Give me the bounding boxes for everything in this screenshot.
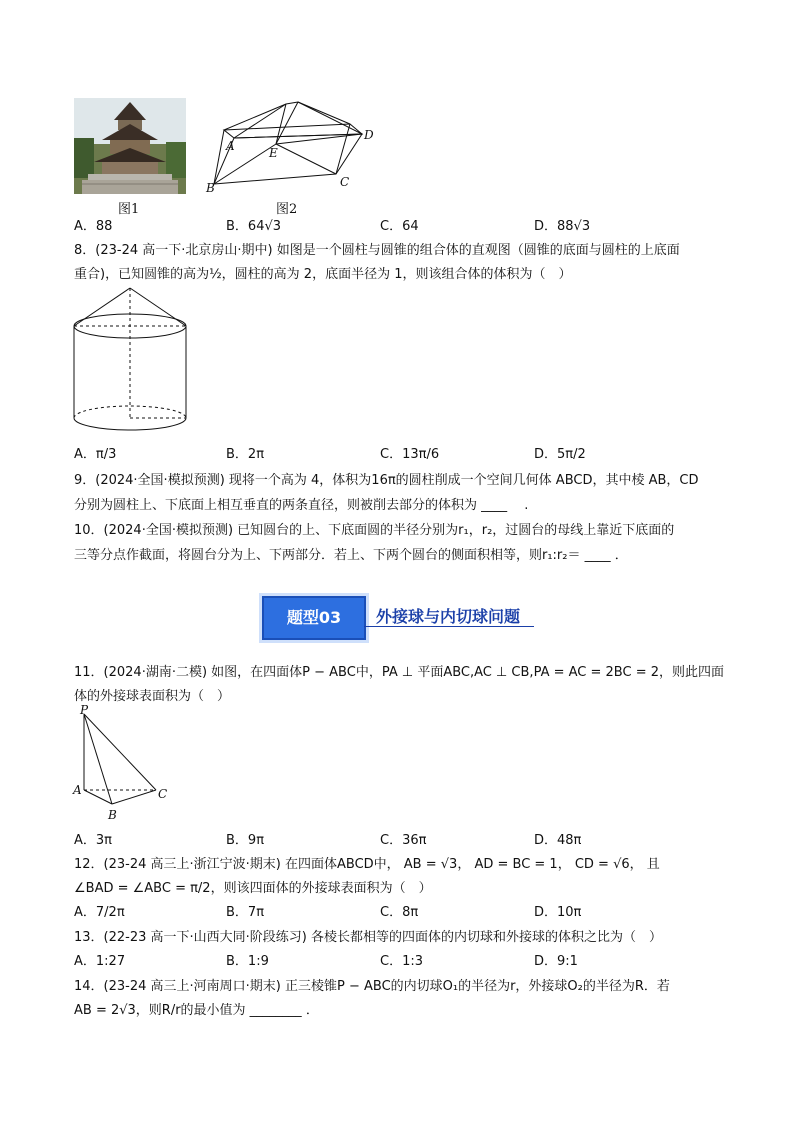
q11-option-c: C．36π [380, 833, 427, 848]
q11-label-p: P [80, 703, 89, 717]
q11-label-a: A [73, 783, 82, 797]
section-underline [364, 626, 534, 627]
section-title: 外接球与内切球问题 [376, 607, 521, 626]
q7-option-b: B．64√3 [226, 219, 282, 234]
q7-option-d: D．88√3 [534, 219, 591, 234]
q8-text-line2: 重合)，已知圆锥的高为½，圆柱的高为 2，底面半径为 1，则该组合体的体积为（ ） [74, 267, 572, 282]
q12-option-d: D．10π [534, 905, 582, 920]
figure-2-caption: 图2 [276, 202, 298, 217]
q14-text-line1: 14．(23-24 高三上·河南周口·期末) 正三棱锥P − ABC的内切球O₁的半径为r，外接球O₂的半径为R．若 [74, 979, 670, 994]
q13-option-a: A．1:27 [74, 954, 126, 969]
section-badge: 题型03 [262, 596, 366, 640]
q12-option-c: C．8π [380, 905, 419, 920]
tetrahedron-figure [72, 708, 182, 818]
q8-option-c: C．13π/6 [380, 447, 440, 462]
q11-option-d: D．48π [534, 833, 582, 848]
q14-text-line2: AB = 2√3，则R/r的最小值为 ________ ． [74, 1003, 319, 1018]
q10-text-line1: 10．(2024·全国·模拟预测) 已知圆台的上、下底面圆的半径分别为r₁，r₂，过圆台的母线上靠近下底面的 [74, 523, 675, 538]
q8-text-line1: 8．(23-24 高一下·北京房山·期中) 如图是一个圆柱与圆锥的组合体的直观图（圆锥的底面与圆柱的上底面 [74, 243, 680, 258]
q11-text-line1: 11．(2024·湖南·二模) 如图，在四面体P − ABC中，PA ⊥ 平面ABC,AC ⊥ CB,PA = AC = 2BC = 2，则此四面 [74, 665, 724, 680]
label-b: B [206, 181, 215, 195]
q11-label-b: B [108, 808, 117, 822]
figure-1-caption: 图1 [118, 202, 140, 217]
q7-option-c: C．64 [380, 219, 419, 234]
q10-text-line2: 三等分点作截面，将圆台分为上、下两部分．若上、下两个圆台的侧面积相等，则r₁:r₂＝ ____ ． [74, 548, 628, 563]
q8-option-d: D．5π/2 [534, 447, 586, 462]
q9-text-line1: 9．(2024·全国·模拟预测) 现将一个高为 4，体积为16π的圆柱削成一个空间几何体 ABCD，其中棱 AB，CD [74, 473, 699, 488]
label-d: D [364, 128, 374, 142]
q13-option-c: C．1:3 [380, 954, 423, 969]
label-a: A [226, 139, 235, 153]
cone-cylinder-figure [72, 286, 192, 438]
q9-text-line2: 分别为圆柱上、下底面上相互垂直的两条直径，则被削去部分的体积为 ____ . [74, 498, 529, 513]
q12-text-line2: ∠BAD = ∠ABC = π/2，则该四面体的外接球表面积为（ ） [74, 881, 432, 896]
q13-text-line1: 13．(22-23 高一下·山西大同·阶段练习) 各棱长都相等的四面体的内切球和外接球的体积之比为（ ） [74, 930, 662, 945]
q8-option-b: B．2π [226, 447, 265, 462]
q12-option-b: B．7π [226, 905, 265, 920]
label-e: E [269, 146, 278, 160]
q12-text-line1: 12．(23-24 高三上·浙江宁波·期末) 在四面体ABCD中， AB = √3， AD = BC = 1， CD = √6， 且 [74, 857, 660, 872]
q12-option-a: A．7/2π [74, 905, 125, 920]
q11-option-a: A．3π [74, 833, 112, 848]
q11-option-b: B．9π [226, 833, 265, 848]
q13-option-b: B．1:9 [226, 954, 269, 969]
q8-option-a: A．π/3 [74, 447, 117, 462]
pagoda-photo [74, 98, 186, 194]
q11-text-line2: 体的外接球表面积为（ ） [74, 689, 231, 704]
q7-option-a: A．88 [74, 219, 113, 234]
q13-option-d: D．9:1 [534, 954, 578, 969]
label-c: C [340, 175, 350, 189]
q11-label-c: C [158, 787, 168, 801]
